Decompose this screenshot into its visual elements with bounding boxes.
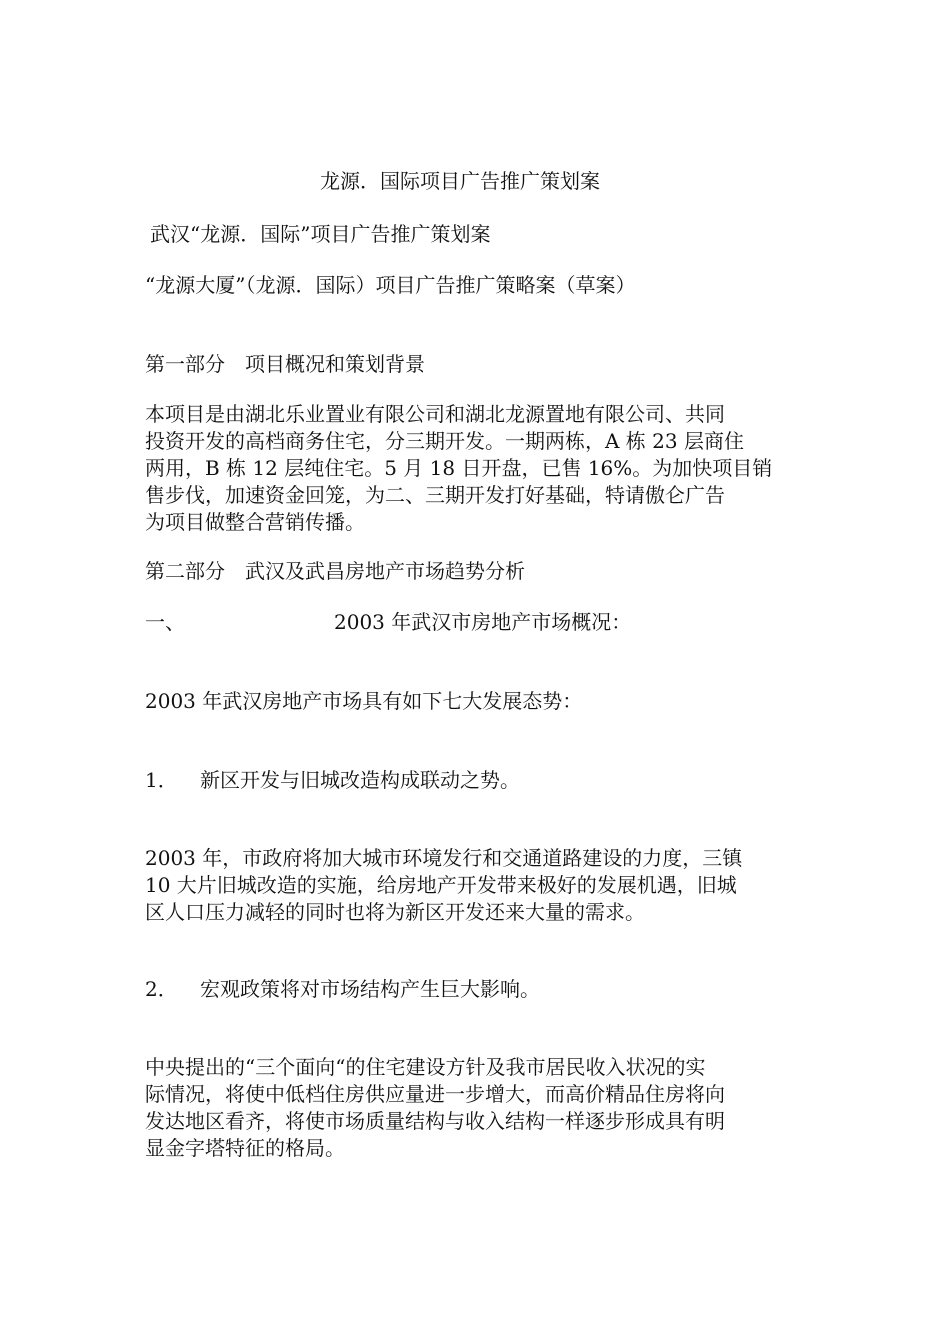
item2-title: 宏观政策将对市场结构产生巨大影响。 bbox=[200, 977, 540, 1001]
paragraph-line: 投资开发的高档商务住宅，分三期开发。一期两栋，A 栋 23 层商住 bbox=[145, 429, 744, 453]
document-subtitle-draft: “龙源大厦”（龙源．国际）项目广告推广策略案（草案） bbox=[145, 273, 636, 297]
item1-paragraph bbox=[145, 845, 825, 926]
section1-title: 2003 年武汉市房地产市场概况： bbox=[334, 610, 632, 634]
item2-paragraph bbox=[145, 1054, 825, 1162]
item1-title: 新区开发与旧城改造构成联动之势。 bbox=[200, 768, 520, 792]
paragraph-line: 两用，B 栋 12 层纯住宅。5 月 18 日开盘，已售 16%。为加快项目销 bbox=[145, 456, 773, 480]
paragraph-line: 中央提出的“三个面向“的住宅建设方针及我市居民收入状况的实 bbox=[145, 1055, 706, 1079]
paragraph-line: 2003 年，市政府将加大城市环境发行和交通道路建设的力度，三镇 bbox=[145, 846, 743, 870]
part1-heading: 第一部分 项目概况和策划背景 bbox=[145, 352, 425, 376]
part2-heading: 第二部分 武汉及武昌房地产市场趋势分析 bbox=[145, 559, 525, 583]
item2-number: 2． bbox=[145, 977, 178, 1001]
paragraph-line: 区人口压力减轻的同时也将为新区开发还来大量的需求。 bbox=[145, 900, 645, 924]
paragraph-line: 10 大片旧城改造的实施，给房地产开发带来极好的发展机遇，旧城 bbox=[145, 873, 737, 897]
item1-number: 1． bbox=[145, 768, 178, 792]
paragraph-line: 售步伐，加速资金回笼，为二、三期开发打好基础，特请傲仑广告 bbox=[145, 483, 725, 507]
paragraph-line: 发达地区看齐，将使市场质量结构与收入结构一样逐步形成具有明 bbox=[145, 1109, 725, 1133]
document-title: 龙源．国际项目广告推广策划案 bbox=[320, 169, 600, 193]
paragraph-line: 际情况，将使中低档住房供应量进一步增大，而高价精品住房将向 bbox=[145, 1082, 725, 1106]
section1-number: 一、 bbox=[145, 610, 185, 634]
intro-text: 2003 年武汉房地产市场具有如下七大发展态势： bbox=[145, 689, 583, 713]
part1-paragraph bbox=[145, 401, 825, 536]
paragraph-line: 显金字塔特征的格局。 bbox=[145, 1136, 345, 1160]
document-subtitle: 武汉“龙源．国际”项目广告推广策划案 bbox=[150, 222, 491, 246]
paragraph-line: 本项目是由湖北乐业置业有限公司和湖北龙源置地有限公司、共同 bbox=[145, 402, 725, 426]
paragraph-line: 为项目做整合营销传播。 bbox=[145, 510, 365, 534]
